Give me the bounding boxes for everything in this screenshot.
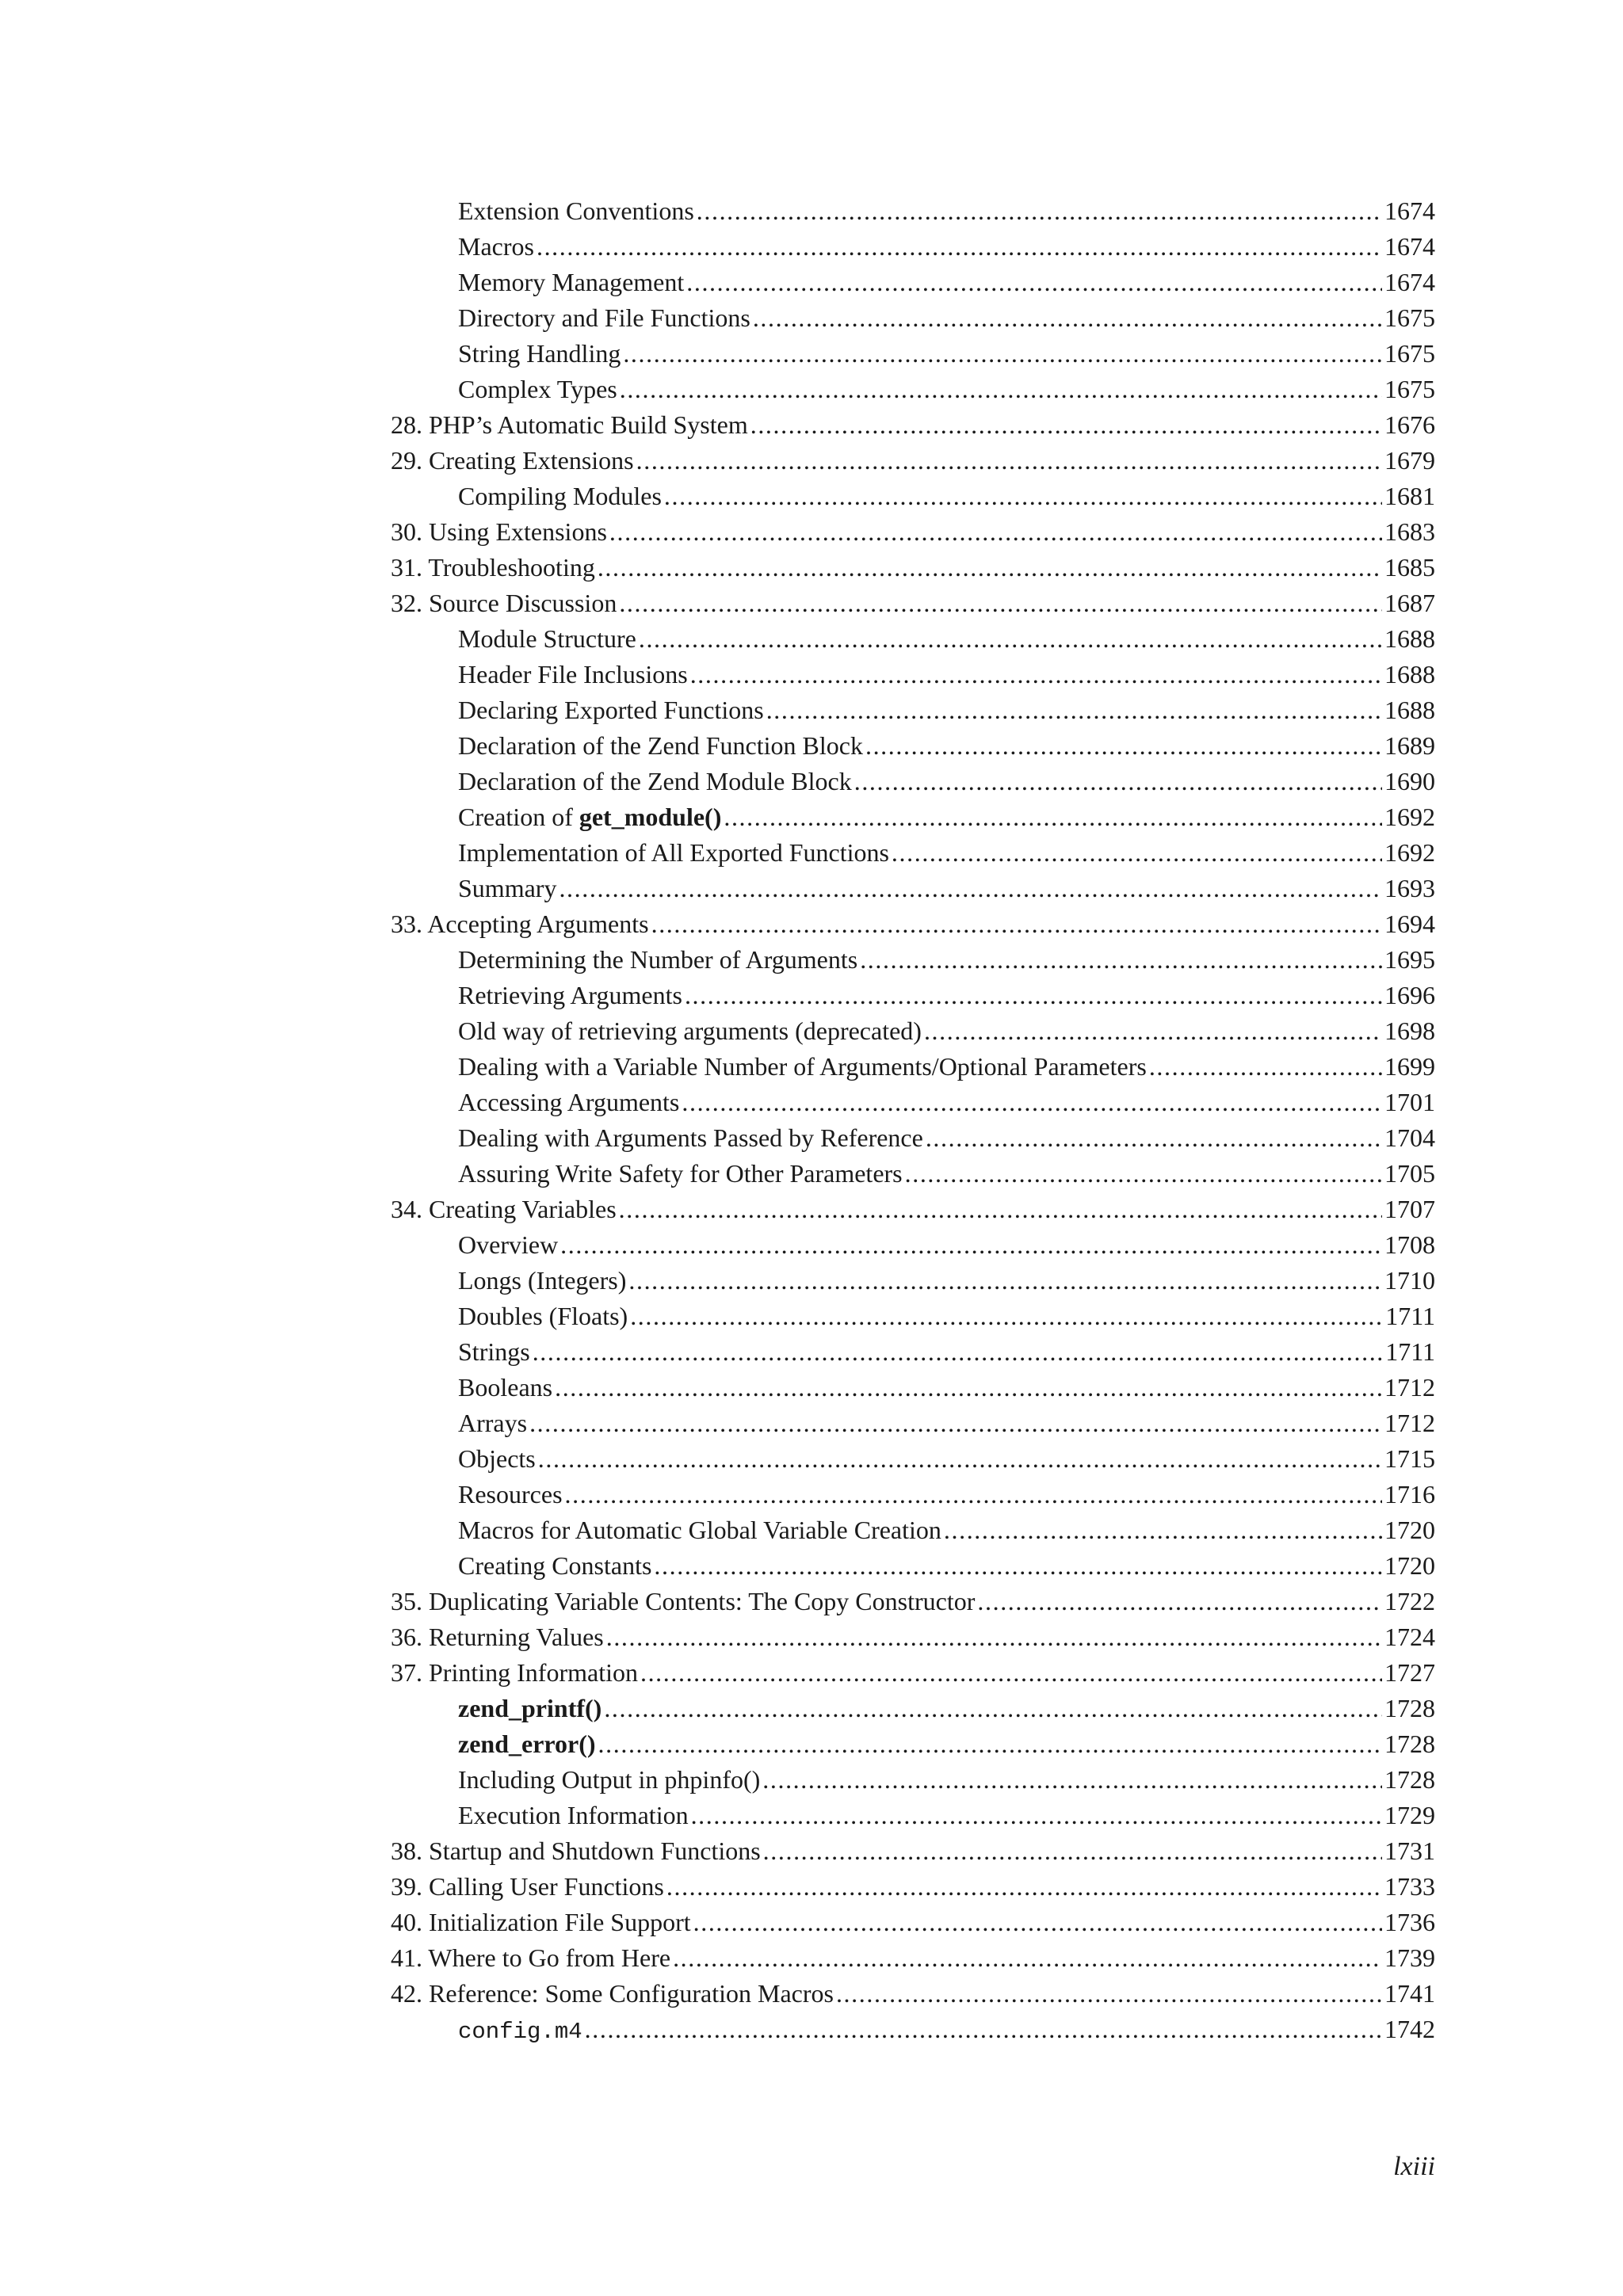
toc-page-number: 1689 xyxy=(1384,731,1435,760)
toc-entry-title xyxy=(458,1049,1147,1085)
toc-page-number: 1704 xyxy=(1384,1123,1435,1152)
toc-entry-title xyxy=(458,1299,628,1334)
toc-title-text: Longs (Integers) xyxy=(458,1266,627,1295)
toc-page-number: 1728 xyxy=(1384,1765,1435,1794)
toc-page-number: 1675 xyxy=(1384,339,1435,368)
toc-page-number: 1727 xyxy=(1384,1658,1435,1687)
toc-chapter-entry xyxy=(391,1869,1435,1905)
toc-section-entry xyxy=(391,1405,1435,1441)
toc-section-entry xyxy=(391,871,1435,906)
toc-section-entry xyxy=(391,1156,1435,1192)
toc-title-text: Old way of retrieving arguments (deprecated) xyxy=(458,1016,922,1045)
toc-section-entry xyxy=(391,799,1435,835)
toc-dot-leader xyxy=(559,871,1382,906)
toc-section-entry xyxy=(391,1798,1435,1833)
toc-title-text: Compiling Modules xyxy=(458,482,662,510)
toc-entry-title xyxy=(458,621,636,657)
toc-title-text: 35. Duplicating Variable Contents: The Copy Constructor xyxy=(391,1587,976,1615)
toc-entry-title xyxy=(458,1085,679,1120)
toc-section-entry xyxy=(391,764,1435,799)
toc-dot-leader xyxy=(926,1120,1382,1156)
toc-entry-title xyxy=(458,336,621,372)
toc-title-text: get_module() xyxy=(579,803,722,831)
toc-title-text: String Handling xyxy=(458,339,621,368)
toc-title-text: Arrays xyxy=(458,1409,528,1437)
toc-title-text: Including Output in phpinfo() xyxy=(458,1765,761,1794)
toc-title-text: Determining the Number of Arguments xyxy=(458,945,858,974)
toc-title-text: Macros for Automatic Global Variable Creation xyxy=(458,1516,941,1544)
toc-page-number: 1729 xyxy=(1384,1801,1435,1829)
toc-chapter-entry xyxy=(391,1833,1435,1869)
toc-dot-leader xyxy=(944,1512,1382,1548)
toc-chapter-entry xyxy=(391,906,1435,942)
toc-title-text: Declaring Exported Functions xyxy=(458,696,764,724)
toc-entry-title xyxy=(458,2012,582,2047)
toc-title-text: 42. Reference: Some Configuration Macros xyxy=(391,1979,834,2008)
toc-page-number: 1693 xyxy=(1384,874,1435,902)
toc-section-entry xyxy=(391,1299,1435,1334)
toc-section-entry xyxy=(391,265,1435,300)
toc-dot-leader xyxy=(606,1619,1382,1655)
toc-section-entry xyxy=(391,229,1435,265)
toc-entry-title xyxy=(391,1940,670,1976)
toc-title-text: 29. Creating Extensions xyxy=(391,446,634,475)
toc-section-entry xyxy=(391,372,1435,407)
toc-entry-title xyxy=(458,1477,563,1512)
toc-entry-title xyxy=(391,550,595,585)
toc-title-text: 34. Creating Variables xyxy=(391,1195,617,1223)
toc-page-number: 1712 xyxy=(1384,1373,1435,1402)
toc-entry-title xyxy=(458,265,684,300)
toc-entry-title xyxy=(458,1441,536,1477)
toc-entry-title xyxy=(458,1263,626,1299)
toc-section-entry xyxy=(391,728,1435,764)
toc-page-number: 1728 xyxy=(1384,1730,1435,1758)
toc-title-text: Accessing Arguments xyxy=(458,1088,680,1116)
toc-page-number: 1710 xyxy=(1384,1266,1435,1295)
toc-dot-leader xyxy=(763,1833,1382,1869)
toc-page-number: 1688 xyxy=(1384,660,1435,688)
toc-section-entry xyxy=(391,692,1435,728)
toc-dot-leader xyxy=(619,585,1382,621)
toc-dot-leader xyxy=(860,942,1382,978)
toc-section-entry xyxy=(391,1120,1435,1156)
toc-section-entry xyxy=(391,1477,1435,1512)
toc-page-number: 1705 xyxy=(1384,1159,1435,1188)
toc-dot-leader xyxy=(854,764,1382,799)
toc-dot-leader xyxy=(753,300,1382,336)
toc-entry-title xyxy=(391,906,649,942)
toc-entry-title xyxy=(458,193,694,229)
toc-title-text: 37. Printing Information xyxy=(391,1658,638,1687)
toc-dot-leader xyxy=(690,657,1382,692)
toc-entry-title xyxy=(391,1833,761,1869)
toc-page-number: 1720 xyxy=(1384,1516,1435,1544)
toc-entry-title xyxy=(458,1762,760,1798)
toc-dot-leader xyxy=(691,1798,1382,1833)
toc-entry-title xyxy=(391,1584,975,1619)
toc-title-text: Macros xyxy=(458,232,534,261)
toc-dot-leader xyxy=(693,1905,1382,1940)
toc-page-number: 1731 xyxy=(1384,1836,1435,1865)
toc-title-text: Module Structure xyxy=(458,624,636,653)
toc-dot-leader xyxy=(619,1192,1382,1227)
toc-page-number: 1724 xyxy=(1384,1623,1435,1651)
toc-page-number: 1742 xyxy=(1384,2015,1435,2043)
toc-chapter-entry xyxy=(391,1905,1435,1940)
toc-page-number: 1707 xyxy=(1384,1195,1435,1223)
toc-dot-leader xyxy=(664,479,1382,514)
toc-chapter-entry xyxy=(391,1655,1435,1691)
toc-entry-title xyxy=(391,1869,664,1905)
toc-dot-leader xyxy=(673,1940,1382,1976)
toc-chapter-entry xyxy=(391,407,1435,443)
toc-section-entry xyxy=(391,1691,1435,1726)
toc-dot-leader xyxy=(697,193,1382,229)
toc-dot-leader xyxy=(537,229,1382,265)
toc-page-number: 1688 xyxy=(1384,696,1435,724)
toc-page-number: 1736 xyxy=(1384,1908,1435,1936)
toc-title-text: Declaration of the Zend Module Block xyxy=(458,767,852,795)
toc-page-number: 1698 xyxy=(1384,1016,1435,1045)
toc-title-text: Retrieving Arguments xyxy=(458,981,682,1009)
toc-entry-title xyxy=(458,1156,903,1192)
toc-section-entry xyxy=(391,1334,1435,1370)
toc-dot-leader xyxy=(654,1548,1382,1584)
toc-title-text: Doubles (Floats) xyxy=(458,1302,628,1330)
toc-entry-title xyxy=(458,479,662,514)
toc-title-text: Header File Inclusions xyxy=(458,660,688,688)
toc-entry-title xyxy=(458,1548,651,1584)
toc-section-entry xyxy=(391,1548,1435,1584)
toc-entry-title xyxy=(458,728,863,764)
toc-page-number: 1675 xyxy=(1384,375,1435,403)
toc-page-number: 1687 xyxy=(1384,589,1435,617)
toc-dot-leader xyxy=(639,621,1382,657)
toc-entry-title xyxy=(391,1655,638,1691)
toc-title-text: zend_error() xyxy=(458,1730,596,1758)
toc-title-text: 28. PHP’s Automatic Build System xyxy=(391,410,748,439)
toc-entry-title xyxy=(458,1726,596,1762)
toc-title-text: Creation of xyxy=(458,803,579,831)
toc-chapter-entry xyxy=(391,1192,1435,1227)
toc-page-number: 1688 xyxy=(1384,624,1435,653)
toc-entry-title xyxy=(458,764,852,799)
toc-page-number: 1690 xyxy=(1384,767,1435,795)
toc-section-entry xyxy=(391,300,1435,336)
toc-dot-leader xyxy=(750,407,1382,443)
toc-page-number: 1685 xyxy=(1384,553,1435,582)
toc-title-text: 39. Calling User Functions xyxy=(391,1872,664,1901)
toc-dot-leader xyxy=(598,1726,1382,1762)
toc-title-text: Complex Types xyxy=(458,375,617,403)
toc-entry-title xyxy=(391,1619,604,1655)
toc-dot-leader xyxy=(977,1584,1382,1619)
toc-dot-leader xyxy=(1149,1049,1382,1085)
toc-page-number: 1674 xyxy=(1384,268,1435,296)
toc-section-entry xyxy=(391,1227,1435,1263)
toc-entry-title xyxy=(458,229,534,265)
toc-dot-leader xyxy=(529,1405,1382,1441)
toc-chapter-entry xyxy=(391,550,1435,585)
toc-chapter-entry xyxy=(391,1976,1435,2012)
toc-title-text: 41. Where to Go from Here xyxy=(391,1943,671,1972)
toc-section-entry xyxy=(391,835,1435,871)
toc-section-entry xyxy=(391,1512,1435,1548)
toc-page-number: 1728 xyxy=(1384,1694,1435,1722)
toc-page-number: 1683 xyxy=(1384,517,1435,546)
toc-entry-title xyxy=(458,1120,923,1156)
toc-title-text: Booleans xyxy=(458,1373,553,1402)
toc-section-entry xyxy=(391,1013,1435,1049)
toc-section-entry xyxy=(391,1370,1435,1405)
toc-entry-title xyxy=(458,1512,941,1548)
toc-dot-leader xyxy=(905,1156,1382,1192)
toc-page-number: 1739 xyxy=(1384,1943,1435,1972)
toc-dot-leader xyxy=(636,443,1382,479)
toc-section-entry xyxy=(391,336,1435,372)
toc-dot-leader xyxy=(598,550,1382,585)
toc-title-text: Overview xyxy=(458,1230,559,1259)
toc-entry-title xyxy=(391,443,634,479)
toc-entry-title xyxy=(458,1334,530,1370)
toc-dot-leader xyxy=(560,1227,1382,1263)
toc-section-entry xyxy=(391,1263,1435,1299)
toc-section-entry xyxy=(391,193,1435,229)
toc-page-number: 1695 xyxy=(1384,945,1435,974)
toc-section-entry xyxy=(391,1726,1435,1762)
toc-entry-title xyxy=(458,300,750,336)
toc-dot-leader xyxy=(924,1013,1382,1049)
toc-entry-title xyxy=(458,799,721,835)
toc-page-number: 1741 xyxy=(1384,1979,1435,2008)
toc-entry-title xyxy=(458,657,688,692)
toc-entry-title xyxy=(458,692,764,728)
toc-dot-leader xyxy=(685,978,1382,1013)
toc-page-number: 1712 xyxy=(1384,1409,1435,1437)
toc-dot-leader xyxy=(585,2012,1382,2047)
toc-entry-title xyxy=(458,1691,601,1726)
toc-dot-leader xyxy=(623,336,1382,372)
toc-page-number: 1681 xyxy=(1384,482,1435,510)
toc-title-text: Implementation of All Exported Functions xyxy=(458,838,889,867)
toc-entry-title xyxy=(391,407,748,443)
toc-page-number: 1715 xyxy=(1384,1444,1435,1473)
toc-title-text: zend_printf() xyxy=(458,1694,602,1722)
toc-page-number: 1716 xyxy=(1384,1480,1435,1508)
toc-section-entry xyxy=(391,1049,1435,1085)
toc-dot-leader xyxy=(651,906,1382,942)
toc-dot-leader xyxy=(762,1762,1382,1798)
toc-dot-leader xyxy=(609,514,1382,550)
toc-title-text: Strings xyxy=(458,1337,530,1366)
toc-dot-leader xyxy=(682,1085,1382,1120)
toc-title-text: 31. Troubleshooting xyxy=(391,553,595,582)
toc-entry-title xyxy=(458,1798,689,1833)
toc-title-text: Declaration of the Zend Function Block xyxy=(458,731,863,760)
toc-page-number: 1675 xyxy=(1384,303,1435,332)
toc-entry-title xyxy=(391,1192,617,1227)
toc-page-number: 1701 xyxy=(1384,1088,1435,1116)
toc-page-number: 1674 xyxy=(1384,232,1435,261)
toc-section-entry xyxy=(391,942,1435,978)
toc-dot-leader xyxy=(892,835,1382,871)
toc-chapter-entry xyxy=(391,585,1435,621)
toc-title-text: 36. Returning Values xyxy=(391,1623,604,1651)
toc-dot-leader xyxy=(565,1477,1382,1512)
toc-chapter-entry xyxy=(391,514,1435,550)
toc-page-number: 1692 xyxy=(1384,838,1435,867)
toc-entry-title xyxy=(391,585,617,621)
toc-dot-leader xyxy=(628,1263,1382,1299)
toc-section-entry xyxy=(391,621,1435,657)
toc-title-text: 30. Using Extensions xyxy=(391,517,607,546)
toc-section-entry xyxy=(391,978,1435,1013)
toc-title-text: Memory Management xyxy=(458,268,685,296)
toc-title-text: 33. Accepting Arguments xyxy=(391,910,649,938)
toc-entry-title xyxy=(391,1976,834,2012)
toc-title-text: Resources xyxy=(458,1480,563,1508)
toc-title-text: Dealing with Arguments Passed by Reference xyxy=(458,1123,923,1152)
toc-section-entry xyxy=(391,479,1435,514)
toc-chapter-entry xyxy=(391,1940,1435,1976)
toc-title-text: 40. Initialization File Support xyxy=(391,1908,691,1936)
toc-page-number: 1676 xyxy=(1384,410,1435,439)
toc-title-text: 38. Startup and Shutdown Functions xyxy=(391,1836,761,1865)
toc-title-text: Dealing with a Variable Number of Arguments/Optional Parameters xyxy=(458,1052,1147,1081)
toc-chapter-entry xyxy=(391,1584,1435,1619)
toc-section-entry xyxy=(391,2012,1435,2047)
toc-title-text: Extension Conventions xyxy=(458,196,694,225)
toc-section-entry xyxy=(391,1085,1435,1120)
page-number-folio: lxiii xyxy=(1393,2152,1435,2181)
toc-dot-leader xyxy=(538,1441,1382,1477)
toc-dot-leader xyxy=(724,799,1382,835)
toc-entry-title xyxy=(458,835,889,871)
toc-title-text: Directory and File Functions xyxy=(458,303,750,332)
toc-chapter-entry xyxy=(391,443,1435,479)
toc-dot-leader xyxy=(865,728,1382,764)
toc-dot-leader xyxy=(640,1655,1382,1691)
toc-page-number: 1694 xyxy=(1384,910,1435,938)
toc-title-text: Objects xyxy=(458,1444,536,1473)
toc-title-text: Execution Information xyxy=(458,1801,689,1829)
table-of-contents xyxy=(391,193,1435,2047)
toc-section-entry xyxy=(391,1441,1435,1477)
toc-title-text: 32. Source Discussion xyxy=(391,589,617,617)
toc-page-number: 1699 xyxy=(1384,1052,1435,1081)
toc-section-entry xyxy=(391,1762,1435,1798)
toc-entry-title xyxy=(458,1227,558,1263)
toc-dot-leader xyxy=(686,265,1382,300)
toc-entry-title xyxy=(391,514,607,550)
toc-page-number: 1720 xyxy=(1384,1551,1435,1580)
toc-entry-title xyxy=(458,871,556,906)
toc-page-number: 1679 xyxy=(1384,446,1435,475)
toc-dot-leader xyxy=(620,372,1382,407)
toc-title-text: Summary xyxy=(458,874,557,902)
toc-page-number: 1696 xyxy=(1384,981,1435,1009)
toc-title-text: Assuring Write Safety for Other Parameters xyxy=(458,1159,903,1188)
toc-dot-leader xyxy=(836,1976,1382,2012)
toc-section-entry xyxy=(391,657,1435,692)
toc-entry-title xyxy=(458,1370,552,1405)
toc-page-number: 1722 xyxy=(1384,1587,1435,1615)
toc-page-number: 1692 xyxy=(1384,803,1435,831)
toc-entry-title xyxy=(458,372,617,407)
toc-entry-title xyxy=(458,978,682,1013)
toc-dot-leader xyxy=(604,1691,1382,1726)
toc-dot-leader xyxy=(766,692,1382,728)
toc-page-number: 1711 xyxy=(1385,1302,1435,1330)
toc-page-number: 1733 xyxy=(1384,1872,1435,1901)
toc-entry-title xyxy=(391,1905,691,1940)
toc-dot-leader xyxy=(533,1334,1384,1370)
toc-title-text: config.m4 xyxy=(458,2019,582,2045)
toc-page-number: 1674 xyxy=(1384,196,1435,225)
toc-page-number: 1708 xyxy=(1384,1230,1435,1259)
toc-entry-title xyxy=(458,1013,922,1049)
toc-entry-title xyxy=(458,942,857,978)
toc-dot-leader xyxy=(630,1299,1383,1334)
toc-title-text: Creating Constants xyxy=(458,1551,652,1580)
toc-dot-leader xyxy=(555,1370,1382,1405)
toc-dot-leader xyxy=(666,1869,1382,1905)
toc-chapter-entry xyxy=(391,1619,1435,1655)
toc-entry-title xyxy=(458,1405,527,1441)
toc-page-number: 1711 xyxy=(1385,1337,1435,1366)
